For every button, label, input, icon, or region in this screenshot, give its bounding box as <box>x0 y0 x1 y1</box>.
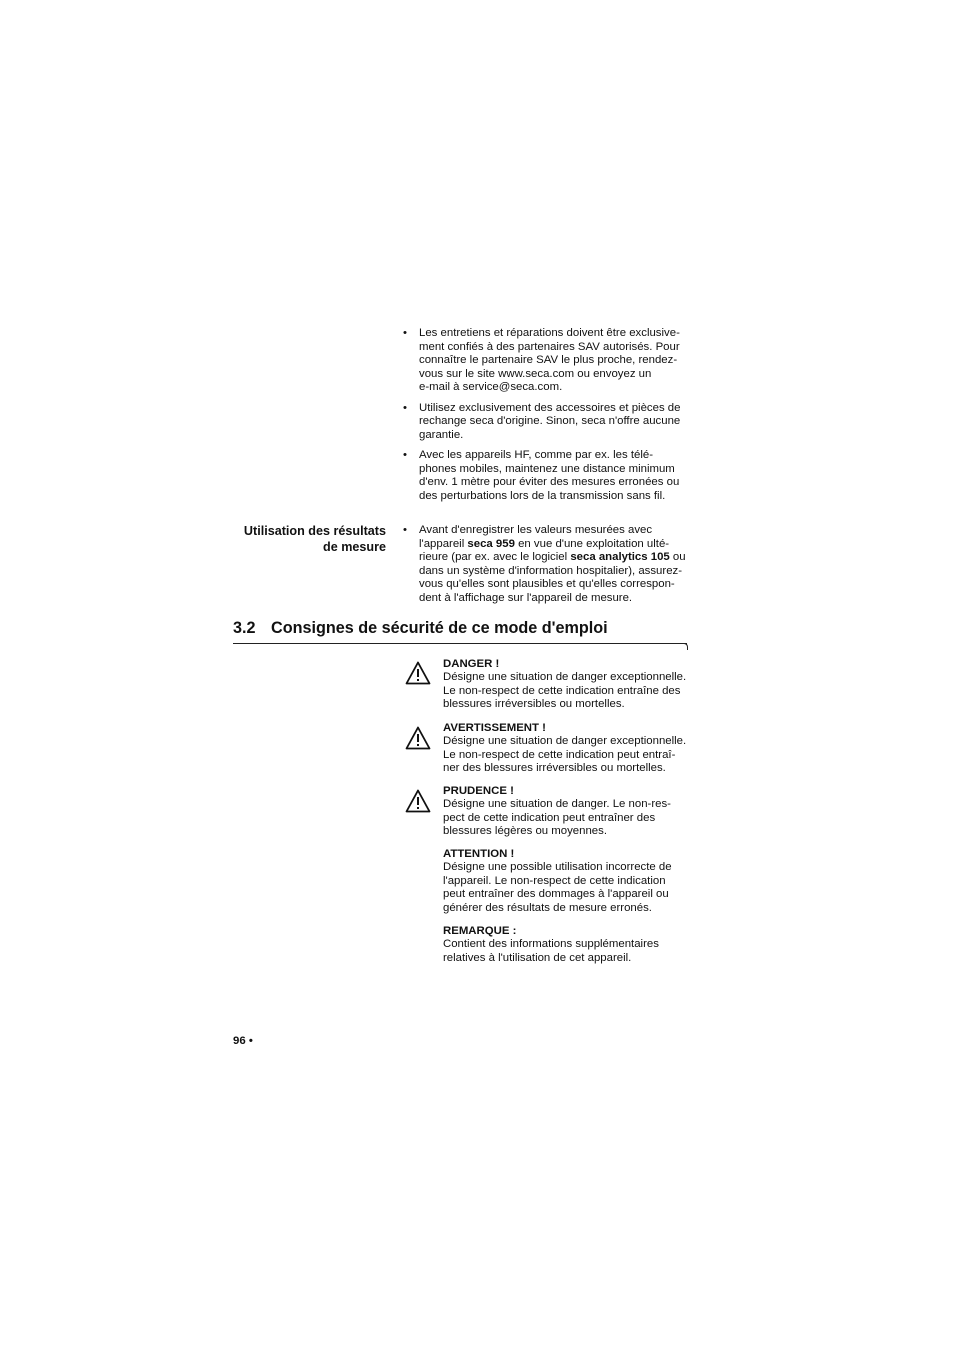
product-name: seca 959 <box>467 537 515 550</box>
list-item <box>403 402 695 443</box>
list-item-line: d'env. 1 mètre pour éviter des mesures erronées ou <box>419 476 680 488</box>
notice-attention <box>443 847 695 915</box>
page-number: 96 • <box>233 1035 253 1047</box>
side-heading-line: de mesure <box>323 540 386 554</box>
software-name: seca analytics 105 <box>570 551 670 563</box>
list-item-line: l'appareil seca 959 en vue d'une exploitation ulté- <box>419 537 670 550</box>
bullet-list-maintenance <box>403 327 695 503</box>
notice-warning <box>443 721 695 776</box>
list-item-line: Les entretiens et réparations doivent être exclusive- <box>419 327 680 339</box>
list-item-line: vous qu'elles sont plausibles et qu'elles correspon- <box>419 578 675 590</box>
list-item-line: phones mobiles, maintenez une distance minimum <box>419 462 675 475</box>
notice-body: Désigne une situation de danger exceptionnelle. Le non-respect de cette indication entraîne des blessures irréversibles ou mortelles. <box>443 671 687 710</box>
bullet-list-results <box>403 524 695 605</box>
list-item-line: rieure (par ex. avec le logiciel seca analytics 105 ou <box>419 551 686 563</box>
side-heading-results <box>220 523 386 555</box>
warning-triangle-icon <box>405 789 431 813</box>
notice-note <box>443 924 695 965</box>
list-item-line: garantie. <box>419 428 464 441</box>
list-item-line: rechange seca d'origine. Sinon, seca n'offre aucune <box>419 415 681 427</box>
notice-heading: DANGER ! <box>443 658 500 670</box>
notice-heading: REMARQUE : <box>443 925 517 937</box>
list-item <box>403 327 695 395</box>
list-item-line: dent à l'affichage sur l'appareil de mesure. <box>419 591 633 604</box>
list-item-line: Avec les appareils HF, comme par ex. les télé- <box>419 449 654 461</box>
list-item-line: ment confiés à des partenaires SAV autorisés. Pour <box>419 340 680 353</box>
notice-heading: AVERTISSEMENT ! <box>443 722 546 734</box>
notice-body: Désigne une possible utilisation incorrecte de l'appareil. Le non-respect de cette indication peut entraîner des dommages à l'appareil ou générer des résultats de mesure erronés. <box>443 861 672 914</box>
section-divider <box>233 643 687 644</box>
warning-triangle-icon <box>405 726 431 750</box>
bullet-marker: • <box>403 327 407 339</box>
bullet-marker: • <box>403 401 407 414</box>
bullet-marker: • <box>403 524 407 536</box>
warning-triangle-icon <box>405 661 431 685</box>
notice-body: Désigne une situation de danger exceptionnelle. Le non-respect de cette indication peut entraî- ner des blessures irréversibles ou mortelles. <box>443 735 687 774</box>
list-item-line: connaître le partenaire SAV le plus proche, rendez- <box>419 354 678 366</box>
notice-heading: PRUDENCE ! <box>443 785 514 797</box>
list-item-line: Avant d'enregistrer les valeurs mesurées avec <box>419 524 653 536</box>
section-divider-hook <box>683 643 688 650</box>
list-item-line: des perturbations lors de la transmission sans fil. <box>419 489 666 502</box>
section-title-text: Consignes de sécurité de ce mode d'emploi <box>271 619 608 637</box>
section-heading <box>233 619 608 638</box>
list-item <box>403 449 695 503</box>
notice-danger <box>443 657 695 712</box>
list-item-line: e-mail à service@seca.com. <box>419 381 563 393</box>
side-heading-line: Utilisation des résultats <box>243 524 386 538</box>
list-item <box>403 524 695 605</box>
notice-caution <box>443 784 695 839</box>
notice-heading: ATTENTION ! <box>443 848 515 860</box>
notice-body: Contient des informations supplémentaires relatives à l'utilisation de cet appareil. <box>443 938 659 964</box>
list-item-line: vous sur le site www.seca.com ou envoyez un <box>419 367 652 380</box>
notice-body: Désigne une situation de danger. Le non-res- pect de cette indication peut entraîner des blessures légères ou moyennes. <box>443 798 671 837</box>
list-item-line: dans un système d'information hospitalier), assurez- <box>419 564 683 577</box>
bullet-marker: • <box>403 449 407 461</box>
section-number: 3.2 <box>233 619 256 637</box>
list-item-line: Utilisez exclusivement des accessoires et pièces de <box>419 401 681 414</box>
